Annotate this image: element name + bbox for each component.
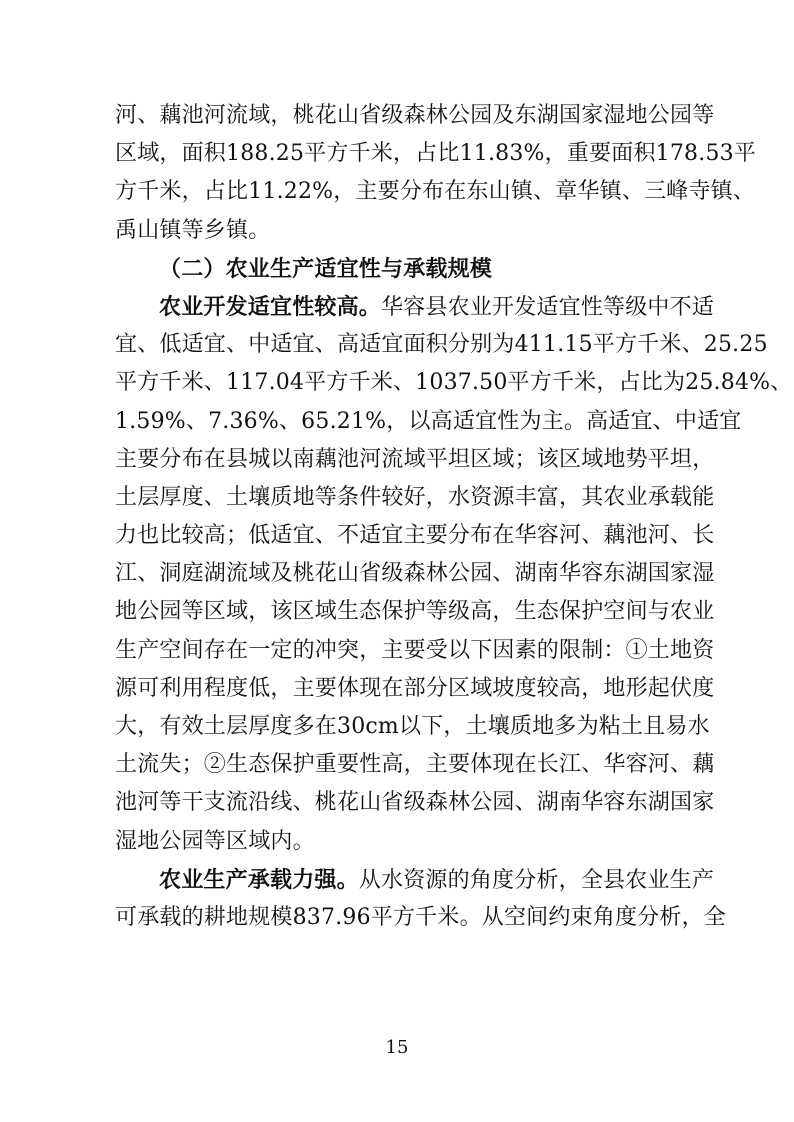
text-line: 方千米，占比11.22%，主要分布在东山镇、章华镇、三峰寺镇、 [115,179,756,205]
text-line [115,288,715,326]
paragraph-continued [115,97,757,250]
text-run: 从水资源的角度分析，全县农业生产 [358,867,715,893]
text-line: 区域，面积188.25平方千米，占比11.83%，重要面积178.53平 [115,141,757,167]
paragraph-agri-capacity [115,861,726,937]
text-line: 土层厚度、土壤质地等条件较好，水资源丰富，其农业承载能 [115,484,715,510]
text-line: 可承载的耕地规模837.96平方千米。从空间约束角度分析，全 [115,904,726,930]
text-line: 地公园等区域，该区域生态保护等级高，生态保护空间与农业 [115,599,715,625]
text-run: 华容县农业开发适宜性等级中不适 [381,294,715,320]
text-line: 1.59%、7.36%、65.21%，以高适宜性为主。高适宜、中适宜 [115,408,742,434]
body-text [115,97,793,937]
paragraph-lead: 农业生产承载力强。 [159,866,359,893]
paragraph-agri-suitability [115,288,793,861]
text-line: 大，有效土层厚度多在30cm以下，土壤质地多为粘土且易水 [115,714,710,739]
paragraph-lead: 农业开发适宜性较高。 [159,293,382,320]
section-heading: （二）农业生产适宜性与承载规模 [159,255,493,282]
text-line: 平方千米、117.04平方千米、1037.50平方千米，占比为25.84%、 [115,370,793,396]
text-line: 湿地公园等区域内。 [115,828,315,854]
text-line: 江、洞庭湖流域及桃花山省级森林公园、湖南华容东湖国家湿 [115,561,715,587]
page-number: 15 [385,1037,409,1058]
text-line: 主要分布在县城以南藕池河流域平坦区域；该区域地势平坦， [115,446,715,472]
text-line: 力也比较高；低适宜、不适宜主要分布在华容河、藕池河、长 [115,523,715,549]
text-line: 宜、低适宜、中适宜、高适宜面积分别为411.15平方千米、25.25 [115,332,768,358]
text-line: 源可利用程度低，主要体现在部分区域坡度较高，地形起伏度 [115,675,715,701]
text-line: 土流失；②生态保护重要性高，主要体现在长江、华容河、藕 [115,752,715,778]
text-line: 池河等干支流沿线、桃花山省级森林公园、湖南华容东湖国家 [115,790,715,816]
text-line [115,861,715,899]
text-line: 生产空间存在一定的冲突，主要受以下因素的限制：①土地资 [115,637,715,663]
text-line: 河、藕池河流域，桃花山省级森林公园及东湖国家湿地公园等 [115,103,715,128]
text-line: 禹山镇等乡镇。 [115,217,271,243]
